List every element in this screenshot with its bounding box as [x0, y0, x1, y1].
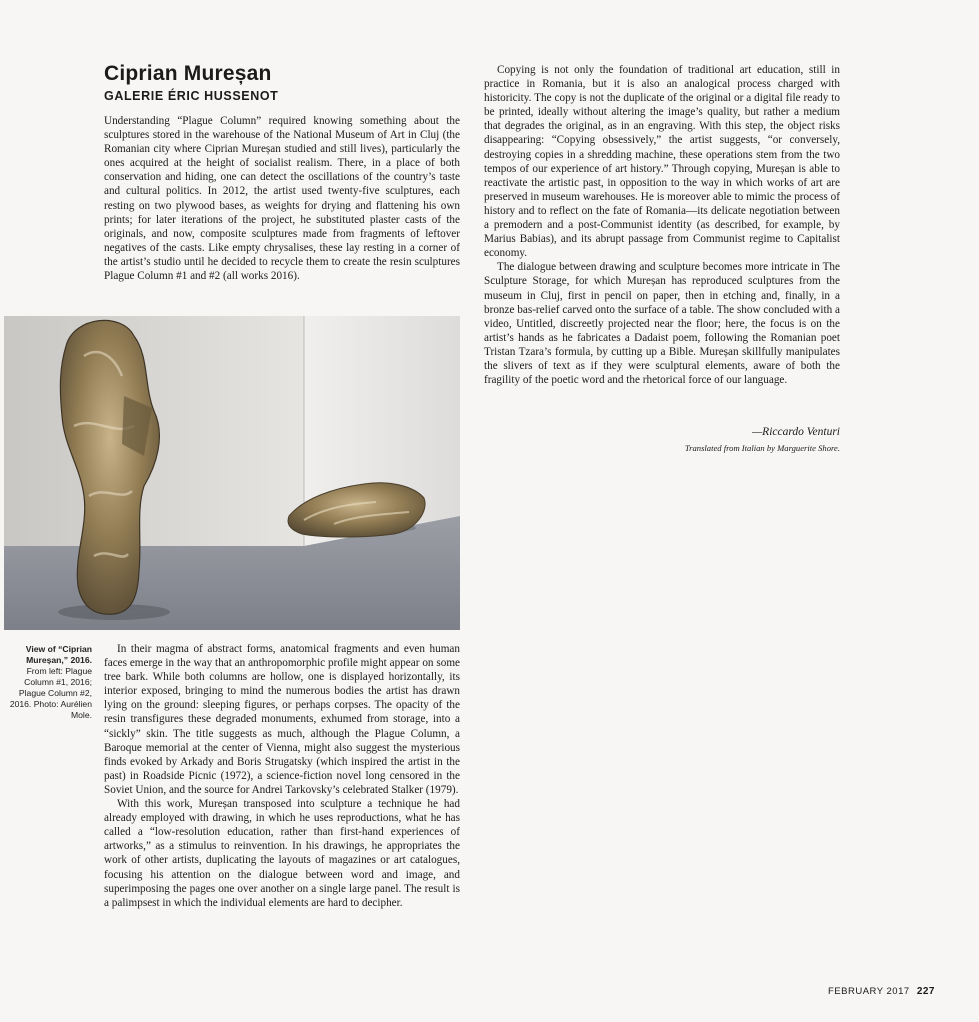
- installation-photo: [4, 316, 460, 630]
- translator-credit: Translated from Italian by Marguerite Shore.: [684, 443, 840, 453]
- paragraph-1: Understanding “Plague Column” required knowing something about the sculptures stored in the warehouse of the National Museum of Art in Cluj (the Romanian city where Ciprian Mureșan studied and still lives), particularly the ones acquired at the height of socialist realism. There, in a place of both conservation and hiding, one can detect the oscillations of the country’s taste and cultural politics. In 2012, the artist used twenty-five sculptures, each resting on two plywood bases, as weights for drying and flattening his own prints; for later iterations of the project, he substituted plaster casts of the originals, and now, composite sculptures made from fragments of leftover negatives of the casts. Like empty chrysalises, these lay resting in a corner of the artist’s studio until he decided to recycle them to create the resin sculptures Plague Column #1 and #2 (all works 2016).: [104, 115, 460, 283]
- paragraph-3: With this work, Mureșan transposed into sculpture a technique he had already employed with drawing, in which he uses reproductions, what he has called a “low-resolution education, rather than first-hand experiences of artworks,” as a stimulus to reinvention. In his drawings, he appropriates the work of other artists, duplicating the layouts of magazines or art catalogues, focusing his attention on the dialogue between word and image, and superimposing the pages one over another on a single large panel. The result is a palimpsest in which the individual elements are hard to decipher.: [104, 798, 460, 909]
- caption-title: View of “Ciprian Mureșan,” 2016.: [25, 644, 92, 665]
- column-right: [484, 63, 840, 387]
- gallery-installation-image: [4, 316, 460, 630]
- caption-text: From left: Plague Column #1, 2016; Plague Column #2, 2016. Photo: Aurélien Mole.: [9, 666, 92, 720]
- paragraph-2: In their magma of abstract forms, anatomical fragments and even human faces emerge in the way that an anthropomorphic profile might appear on some tree bark. While both columns are hollow, one is displayed horizontally, its interior exposed, bringing to mind the numerous bodies the artist has drawn lying on the ground: sleeping figures, or perhaps corpses. The opacity of the resin transfigures these degraded monuments, exhumed from storage, into a “sickly” skin. The title suggests as much, although the Plague Column, a Baroque memorial at the center of Vienna, might also suggest the mysterious finds evoked by Arkady and Boris Strugatsky (which inspired the artist in the past) in Roadside Picnic (1972), a science-fiction novel long censored in the Soviet Union, and the source for Andrei Tarkovsky’s celebrated Stalker (1979).: [104, 643, 460, 796]
- paragraph-4: Copying is not only the foundation of traditional art education, still in practice in Romania, but it is also an analogical process charged with historicity. The copy is not the duplicate of the original or a digital file ready to be printed, ideally without altering the image’s quality, but rather a medium that degrades the original, as in an engraving. With this step, the object risks disappearing: “Copying obsessively,” the artist suggests, “or conversely, destroying copies in a shredding machine, these operations stem from the two tempos of our experience of art history.” Through copying, Mureșan is able to reactivate the artistic past, in opposition to the way in which works of art are preserved in museum warehouses. He is moreover able to mimic the process of history and to reflect on the fate of Romania—its delicate negotiation between a premodern and a post-Communist identity (as described, for example, by Marius Babias), and its abrupt passage from Communist regime to Capitalist economy.: [484, 64, 840, 260]
- page-number: 227: [916, 986, 935, 997]
- column-left-bottom: [104, 642, 460, 910]
- author-signature: —Riccardo Venturi: [751, 426, 840, 438]
- photo-caption: [4, 644, 92, 721]
- column-left-top: [104, 114, 460, 283]
- article-title: Ciprian Mureșan: [104, 62, 272, 85]
- gallery-name: GALERIE ÉRIC HUSSENOT: [104, 89, 279, 103]
- issue-date: FEBRUARY 2017: [828, 986, 910, 997]
- page-footer: [828, 986, 935, 997]
- paragraph-5: The dialogue between drawing and sculpture becomes more intricate in The Sculpture Storage, for which Mureșan has reproduced sculptures from the museum in Cluj, first in pencil on paper, then in etching and, finally, in a bronze bas-relief carved onto the surface of a table. The show concluded with a video, Untitled, discreetly projected near the floor; here, the focus is on the artist’s hands as he fabricates a Dadaist poem, following the Romanian poet Tristan Tzara’s formula, by cutting up a Bible. Mureșan skillfully manipulates the slivers of text as if they were sculptural elements, aware of both the fragility of the poetic word and the rhetorical force of our language.: [484, 261, 840, 387]
